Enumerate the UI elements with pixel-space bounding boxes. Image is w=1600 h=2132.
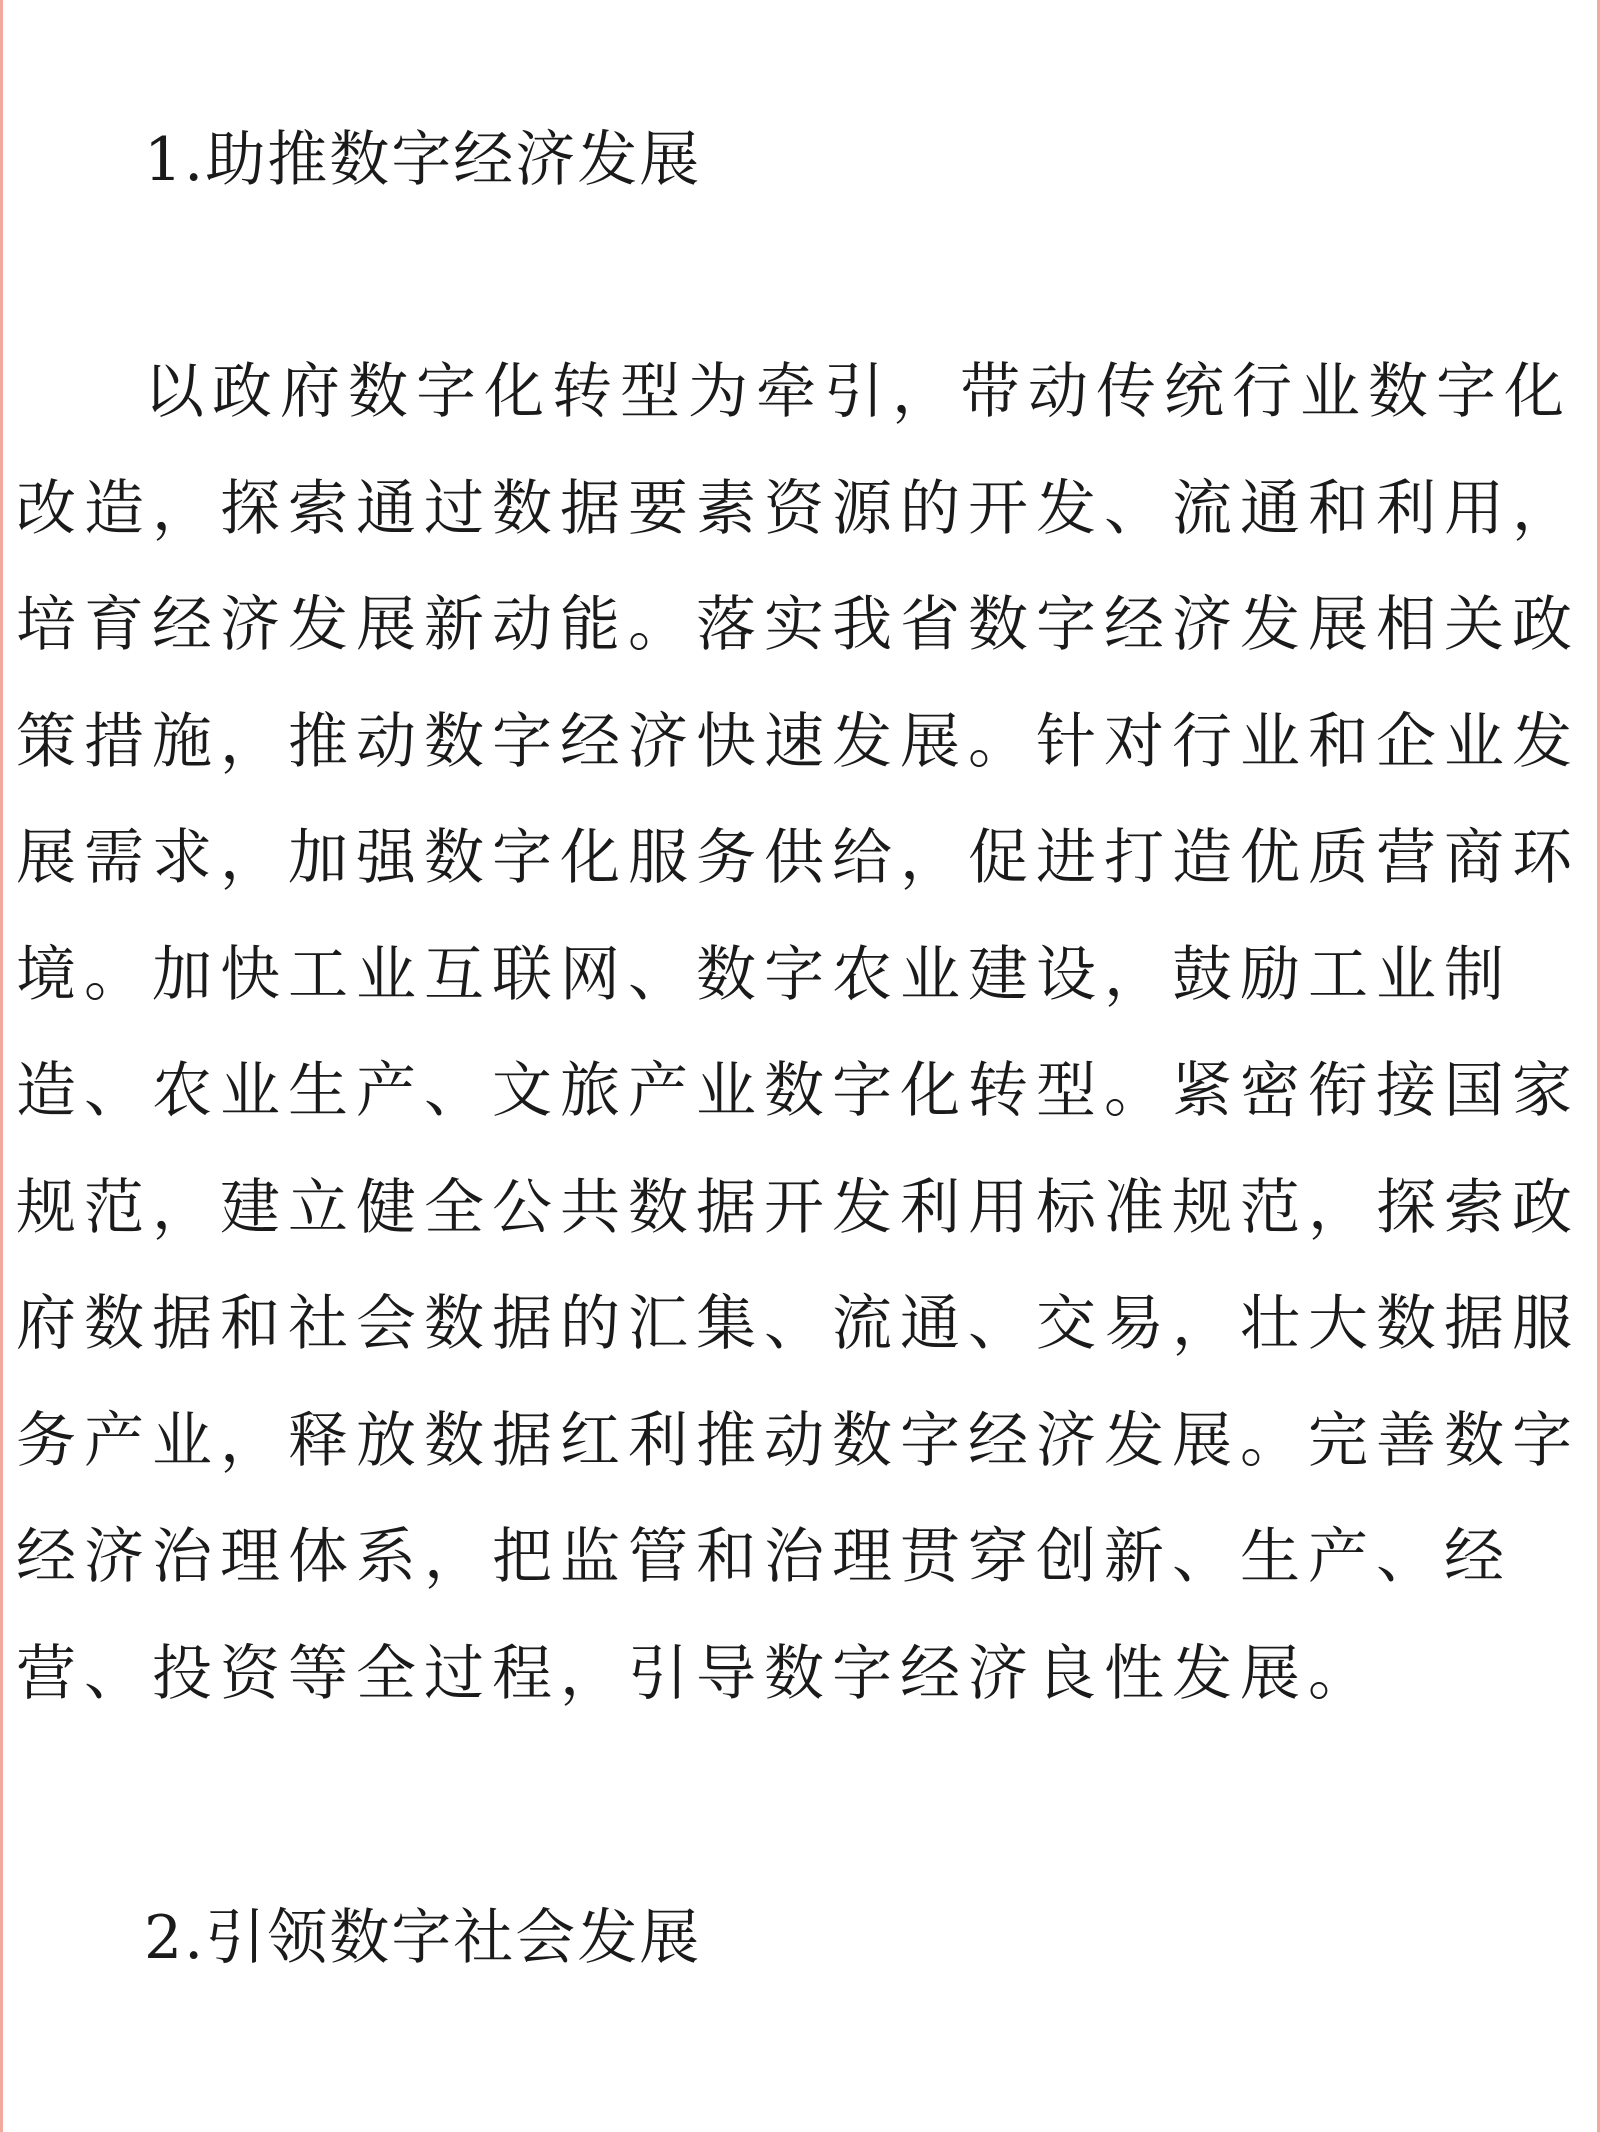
section-1-heading: 1.助推数字经济发展 <box>144 125 702 195</box>
paragraph-line: 培育经济发展新动能。落实我省数字经济发展相关政 <box>16 590 1580 660</box>
paragraph-line: 改造，探索通过数据要素资源的开发、流通和利用， <box>16 473 1580 544</box>
section-2-heading: 2.引领数字社会发展 <box>144 1903 702 1973</box>
paragraph-line: 务产业，释放数据红利推动数字经济发展。完善数字 <box>16 1405 1580 1476</box>
paragraph-line: 造、农业生产、文旅产业数字化转型。紧密衔接国家 <box>16 1056 1580 1126</box>
paragraph-line: 展需求，加强数字化服务供给，促进打造优质营商环 <box>16 823 1580 893</box>
paragraph-line: 府数据和社会数据的汇集、流通、交易，壮大数据服 <box>16 1289 1580 1359</box>
paragraph-line: 以政府数字化转型为牵引，带动传统行业数字化 <box>144 357 1572 427</box>
paragraph-line: 营、投资等全过程，引导数字经济良性发展。 <box>16 1638 1376 1709</box>
section-1-paragraph <box>16 352 1584 1750</box>
paragraph-line: 境。加快工业互联网、数字农业建设，鼓励工业制 <box>16 939 1512 1010</box>
paragraph-line: 策措施，推动数字经济快速发展。针对行业和企业发 <box>16 706 1580 777</box>
paragraph-line: 规范，建立健全公共数据开发利用标准规范，探索政 <box>16 1172 1580 1243</box>
paragraph-line: 经济治理体系，把监管和治理贯穿创新、生产、经 <box>16 1522 1512 1592</box>
